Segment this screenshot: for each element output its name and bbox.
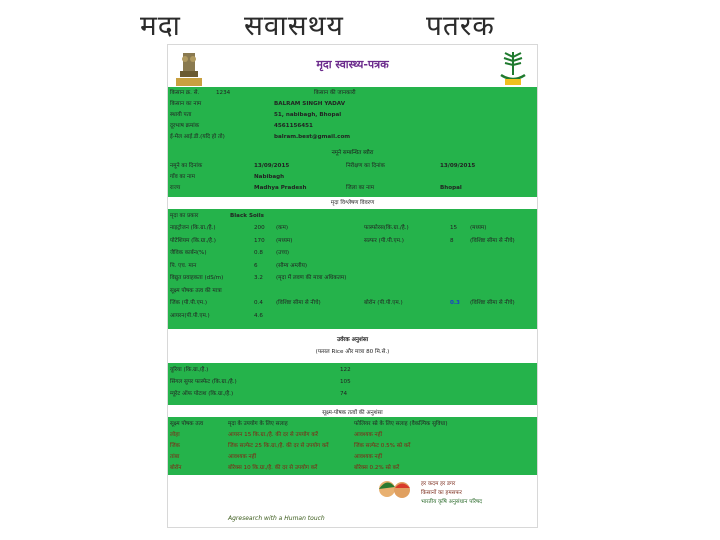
analysis-section-title: मृदा विश्लेषण विवरण: [330, 200, 375, 206]
farmer-value: balram.best@gmail.com: [274, 134, 351, 140]
farmer-row: [168, 132, 537, 142]
farmer-value: 51, nabibagh, Bhopal: [274, 112, 342, 118]
analysis-p: नाइट्रोजन (कि.ग्रा./है.): [170, 225, 216, 231]
farmer-section-title: किसान की जानकारी: [314, 90, 356, 96]
micro-soil-advice: जिंक सल्फेट 25 कि.ग्रा./है. की दर से उपयोग करें: [228, 443, 329, 449]
analysis-s: (विशिष्ट सीमा से नीचे): [276, 300, 321, 306]
micro-soil-advice: आयरन 15 कि.ग्रा./है. की दर से उपयोग करें: [228, 432, 318, 438]
analysis-row: [168, 286, 537, 296]
micronutrient-band: [168, 417, 537, 475]
sample-label: राज्य: [170, 185, 181, 191]
analysis-row: [168, 298, 537, 308]
footer-logo: [375, 477, 525, 517]
analysis-p: जैविक कार्बन(%): [170, 250, 207, 256]
card-number-row: [168, 88, 537, 98]
farmer-row: [168, 121, 537, 131]
analysis-p: आयरन(पी.पी.एम.): [170, 312, 210, 319]
soil-health-card: [167, 44, 538, 528]
analysis-p2: फास्फोरस(कि.ग्रा./है.): [364, 225, 409, 231]
micro-header: फोलियर स्प्रे के लिए सलाह (वैकल्पिक सुविधा): [354, 421, 448, 427]
analysis-row: [168, 223, 537, 233]
analysis-s: (मध्यम): [276, 237, 293, 244]
farmer-info-band: [168, 87, 537, 197]
micro-nutrient: तांबा: [170, 454, 180, 460]
farmer-value: 4561156451: [274, 123, 313, 129]
sample-row: [168, 183, 537, 193]
fertilizer-value: 122: [340, 367, 351, 373]
sample-value: 13/09/2015: [254, 163, 290, 169]
analysis-s: (मृदा में लवण की मात्रा अधिकतम): [276, 275, 347, 281]
soil-type-row: [168, 211, 537, 221]
farmer-label: स्थायी पता: [170, 112, 192, 118]
analysis-v: 170: [254, 237, 265, 244]
footer-logo-line: किसानों का हमसफर: [421, 490, 462, 496]
analysis-row: [168, 248, 537, 258]
sample-label-2: जिला का नाम: [346, 185, 375, 191]
card-title: मृदा स्वास्थ्य-पत्रक: [316, 58, 389, 71]
slide-title: [0, 6, 720, 46]
card-number-label: किसान क्र. से.: [170, 90, 200, 96]
analysis-p: सूक्ष्म पोषक तत्व की मात्रा: [170, 287, 222, 294]
micro-header: मृदा के उपयोग के लिए सलाह: [228, 421, 288, 427]
fertilizer-value: 105: [340, 379, 351, 385]
micro-foliar-advice: जिंक सल्फेट 0.5% स्प्रे करें: [354, 443, 411, 449]
fertilizer-row: [168, 377, 537, 387]
analysis-s: (सौम्य अम्लीय): [276, 262, 308, 269]
micro-soil-advice: आवश्यक नहीं: [228, 454, 257, 460]
fertilizer-label: सिंगल सुपर फास्फेट (कि.ग्रा./है.): [170, 379, 237, 385]
fertilizer-subtitle: (फसल Rice और मात्रा 80 मि.से.): [315, 349, 390, 355]
micro-foliar-advice: आवश्यक नहीं: [354, 432, 383, 438]
analysis-s2: (मध्यम): [470, 225, 487, 231]
micro-title: सूक्ष्म-पोषक तत्वों की अनुशंसा: [322, 410, 383, 416]
analysis-p2: सल्फर (पी.पी.एम.): [364, 237, 404, 244]
slide-title-word-2: सवासथय: [244, 9, 344, 42]
micro-foliar-advice: बोरेक्स 0.2% स्प्रे करें: [354, 465, 400, 471]
analysis-row: [168, 236, 537, 246]
micro-foliar-advice: आवश्यक नहीं: [354, 454, 383, 460]
analysis-p2: बोरॉन (पी.पी.एम.): [364, 300, 403, 306]
micro-row: [168, 430, 537, 440]
fertilizer-label: यूरिया (कि.ग्रा./है.): [170, 367, 209, 373]
sample-label: नमूने का दिनांक: [170, 163, 203, 169]
farmer-label: ई-मेल आई.डी.(यदि हो तो): [170, 134, 225, 140]
analysis-v: 6: [254, 262, 258, 269]
micro-nutrient: जिंक: [170, 443, 180, 449]
slide-title-word-1: मदा: [140, 9, 181, 42]
sample-value: Madhya Pradesh: [254, 185, 307, 191]
analysis-p: विद्युत प्रवाहकता (dS/m): [170, 275, 224, 281]
analysis-v: 0.4: [254, 300, 263, 306]
sample-section-title: नमूने सम्बन्धित ब्यौरा: [331, 150, 374, 156]
sample-row: [168, 172, 537, 182]
micro-row: [168, 452, 537, 462]
sample-value-2: Bhopal: [440, 185, 462, 191]
micro-header-row: [168, 419, 537, 429]
analysis-p: पोटेशियम (कि.ग्रा./है.): [170, 237, 216, 244]
analysis-s2: (विशिष्ट सीमा से नीचे): [470, 237, 515, 244]
footer-logo-line: हर कदम हर डगर: [421, 481, 456, 487]
analysis-s: (कम): [276, 225, 289, 231]
analysis-v: 200: [254, 225, 265, 231]
footer-logo-line: भारतीय कृषि अनुसंधान परिषद: [421, 499, 483, 505]
farmer-label: दूरभाष क्रमांक: [170, 123, 200, 129]
analysis-v2: 8: [450, 237, 454, 244]
analysis-s2: (विशिष्ट सीमा से नीचे): [470, 300, 515, 306]
analysis-v2: 15: [450, 225, 458, 231]
slide-title-word-3: पतरक: [426, 9, 495, 42]
analysis-v: 0.8: [254, 250, 263, 256]
micro-row: [168, 441, 537, 451]
card-number-value: 1234: [216, 90, 231, 96]
micro-row: [168, 463, 537, 473]
micro-nutrient: बोरॉन: [170, 465, 182, 471]
analysis-row: [168, 273, 537, 283]
soil-analysis-band: [168, 209, 537, 329]
analysis-row: [168, 261, 537, 271]
farmer-row: [168, 110, 537, 120]
analysis-row: [168, 311, 537, 321]
fertilizer-row: [168, 389, 537, 399]
fertilizer-band: [168, 363, 537, 405]
sample-value-2: 13/09/2015: [440, 163, 476, 169]
analysis-v2: 0.3: [450, 300, 460, 306]
fertilizer-value: 74: [340, 391, 348, 397]
fertilizer-title: उर्वरक अनुशंसा: [336, 337, 369, 343]
farmer-value: BALRAM SINGH YADAV: [274, 101, 346, 107]
soil-type-value: Black Soils: [230, 213, 264, 219]
fertilizer-row: [168, 365, 537, 375]
sample-row: [168, 161, 537, 171]
analysis-title-strip: [168, 197, 537, 209]
soil-type-label: मृदा का प्रकार: [170, 213, 199, 219]
sample-value: Nabibagh: [254, 174, 285, 180]
analysis-v: 4.6: [254, 312, 263, 319]
micro-header: सूक्ष्म पोषक तत्व: [170, 421, 204, 427]
micro-soil-advice: बोरेक्स 10 कि.ग्रा./है. की दर से उपयोग करें: [228, 465, 318, 471]
micro-nutrient: लोहा: [170, 432, 180, 438]
farmer-row: [168, 99, 537, 109]
footer-tagline: Agresearch with a Human touch: [228, 515, 325, 522]
analysis-v: 3.2: [254, 275, 263, 281]
sample-label-2: निरीक्षण का दिनांक: [346, 163, 385, 169]
farmer-label: किसान का नाम: [170, 101, 202, 107]
fertilizer-label: म्यूरेट ऑफ पोटाश (कि.ग्रा./है.): [170, 391, 234, 397]
sample-label: गाँव का नाम: [170, 174, 195, 180]
analysis-s: (उच्च): [276, 250, 290, 256]
icar-logo-icon: [495, 49, 531, 89]
farmer-couple-icon: [375, 477, 415, 515]
fertilizer-title-strip: [168, 329, 537, 367]
analysis-p: जिंक (पी.पी.एम.): [170, 300, 208, 306]
analysis-p: पि. एच. मान: [170, 262, 197, 269]
